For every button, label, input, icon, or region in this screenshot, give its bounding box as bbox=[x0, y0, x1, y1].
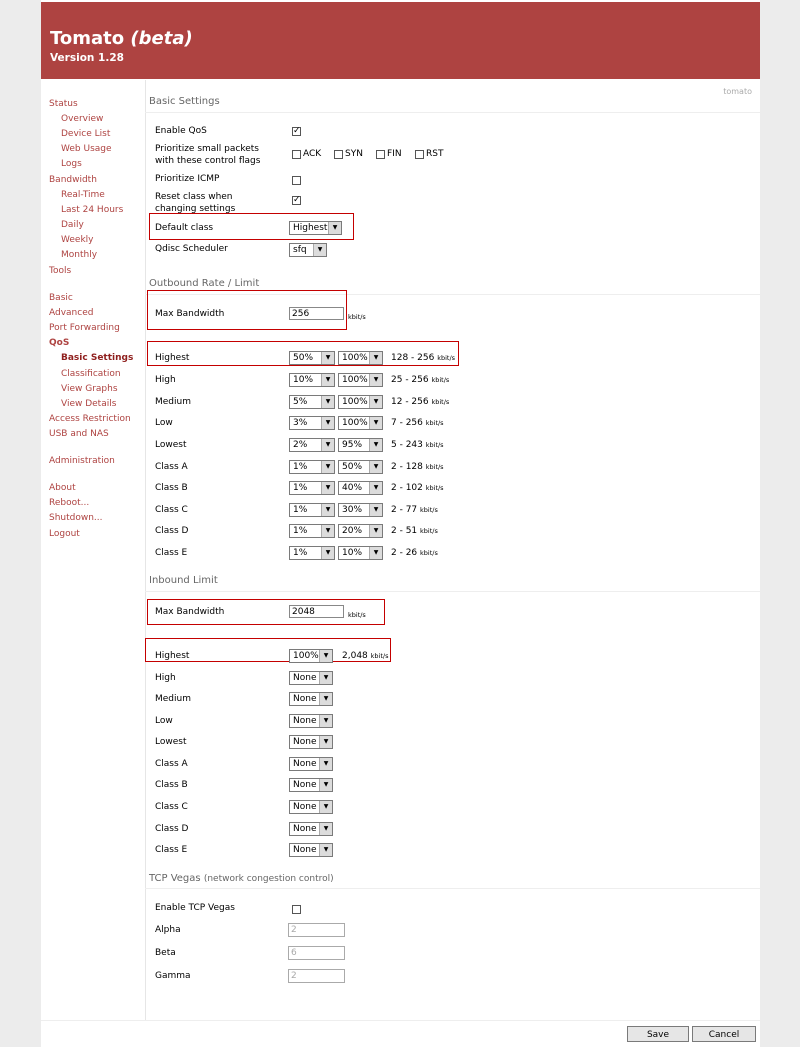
outbound-class-c-rate-select-value: 1% bbox=[293, 505, 308, 515]
inbound-low-limit-select-value: None bbox=[293, 716, 317, 726]
outbound-low-range-value: 7 - 256 bbox=[391, 418, 423, 428]
outbound-class-b-range-value: 2 - 102 bbox=[391, 483, 423, 493]
app-title-text: Tomato bbox=[50, 28, 125, 49]
chevron-down-icon: ▼ bbox=[369, 439, 382, 451]
outbound-class-b-range bbox=[391, 483, 444, 493]
outbound-lowest-label: Lowest bbox=[155, 440, 187, 450]
outbound-class-b-label: Class B bbox=[155, 483, 188, 493]
chevron-down-icon: ▼ bbox=[319, 715, 332, 727]
outbound-class-e-label: Class E bbox=[155, 548, 188, 558]
outbound-class-a-range bbox=[391, 462, 444, 472]
outbound-high-limit-select-value: 100% bbox=[342, 375, 368, 385]
inbound-medium-label: Medium bbox=[155, 694, 191, 704]
outbound-class-e-rate-select[interactable] bbox=[289, 546, 335, 560]
inbound-class-b-label: Class B bbox=[155, 780, 188, 790]
chevron-down-icon: ▼ bbox=[321, 396, 334, 408]
inbound-lowest-label: Lowest bbox=[155, 737, 187, 747]
outbound-medium-rate-select[interactable] bbox=[289, 395, 335, 409]
flag-syn-checkbox[interactable] bbox=[334, 150, 343, 159]
sidebar-item-overview[interactable]: Overview bbox=[61, 114, 104, 124]
outbound-max-bw-input[interactable]: 256 bbox=[289, 307, 344, 320]
outbound-lowest-rate-select-value: 2% bbox=[293, 440, 308, 450]
footer-divider bbox=[41, 1020, 760, 1021]
outbound-class-c-rate-select[interactable] bbox=[289, 503, 335, 517]
outbound-high-limit-select[interactable] bbox=[338, 373, 383, 387]
outbound-class-c-limit-select[interactable] bbox=[338, 503, 383, 517]
qdisc-label: Qdisc Scheduler bbox=[155, 244, 228, 254]
prioritize-label-line2: with these control flags bbox=[155, 156, 261, 166]
inbound-lowest-limit-select-value: None bbox=[293, 737, 317, 747]
sidebar-item-logs[interactable]: Logs bbox=[61, 159, 82, 169]
beta-input[interactable]: 6 bbox=[288, 946, 345, 960]
outbound-lowest-rate-select[interactable] bbox=[289, 438, 335, 452]
flag-syn-label: SYN bbox=[345, 149, 363, 159]
flag-rst-checkbox[interactable] bbox=[415, 150, 424, 159]
chevron-down-icon: ▼ bbox=[321, 439, 334, 451]
chevron-down-icon: ▼ bbox=[319, 801, 332, 813]
sidebar-item-view-graphs[interactable]: View Graphs bbox=[61, 384, 118, 394]
outbound-highest-limit-select-value: 100% bbox=[342, 353, 368, 363]
chevron-down-icon: ▼ bbox=[321, 461, 334, 473]
inbound-class-e-limit-select[interactable] bbox=[289, 843, 333, 857]
inbound-low-label: Low bbox=[155, 716, 173, 726]
inbound-highest-limit-select[interactable] bbox=[289, 649, 333, 663]
inbound-lowest-limit-select[interactable] bbox=[289, 735, 333, 749]
reset-class-checkbox[interactable]: ✓ bbox=[293, 195, 301, 205]
outbound-low-rate-select[interactable] bbox=[289, 416, 335, 430]
sidebar-item-administration[interactable]: Administration bbox=[49, 456, 115, 466]
outbound-highest-range bbox=[391, 353, 455, 363]
enable-qos-checkbox[interactable]: ✓ bbox=[293, 126, 301, 136]
sidebar-item-device-list[interactable]: Device List bbox=[61, 129, 111, 139]
outbound-class-e-range-unit: kbit/s bbox=[420, 549, 438, 557]
chevron-down-icon: ▼ bbox=[319, 779, 332, 791]
inbound-class-e-limit-select-value: None bbox=[293, 845, 317, 855]
flag-fin-label: FIN bbox=[387, 149, 402, 159]
outbound-lowest-range-unit: kbit/s bbox=[425, 441, 444, 449]
app-version: Version 1.28 bbox=[50, 52, 124, 64]
outbound-medium-range bbox=[391, 397, 449, 407]
inbound-class-a-label: Class A bbox=[155, 759, 188, 769]
inbound-class-d-limit-select[interactable] bbox=[289, 822, 333, 836]
alpha-input[interactable]: 2 bbox=[288, 923, 345, 937]
enable-tcp-vegas-checkbox[interactable] bbox=[292, 905, 301, 914]
outbound-class-b-rate-select-value: 1% bbox=[293, 483, 308, 493]
inbound-medium-limit-select[interactable] bbox=[289, 692, 333, 706]
chevron-down-icon: ▼ bbox=[369, 417, 382, 429]
qdisc-value: sfq bbox=[293, 245, 307, 255]
inbound-max-bw-unit: kbit/s bbox=[348, 611, 366, 619]
chevron-down-icon: ▼ bbox=[369, 525, 382, 537]
chevron-down-icon: ▼ bbox=[319, 758, 332, 770]
flag-ack-checkbox[interactable] bbox=[292, 150, 301, 159]
tcp-vegas-heading: TCP Vegas bbox=[149, 873, 201, 884]
outbound-class-a-limit-select[interactable] bbox=[338, 460, 383, 474]
inbound-highest-range bbox=[342, 651, 388, 661]
sidebar-item-port-forwarding[interactable]: Port Forwarding bbox=[49, 323, 120, 333]
sidebar-item-weekly[interactable]: Weekly bbox=[61, 235, 94, 245]
outbound-low-limit-select[interactable] bbox=[338, 416, 383, 430]
outbound-class-c-label: Class C bbox=[155, 505, 188, 515]
inbound-max-bw-input[interactable]: 2048 bbox=[289, 605, 344, 618]
outbound-highest-range-value: 128 - 256 bbox=[391, 353, 435, 363]
outbound-class-e-limit-select-value: 10% bbox=[342, 548, 363, 558]
app-title bbox=[50, 28, 193, 49]
chevron-down-icon: ▼ bbox=[328, 222, 341, 234]
inbound-class-a-limit-select-value: None bbox=[293, 759, 317, 769]
outbound-class-e-limit-select[interactable] bbox=[338, 546, 383, 560]
outbound-high-range-value: 25 - 256 bbox=[391, 375, 429, 385]
gamma-input[interactable]: 2 bbox=[288, 969, 345, 983]
sidebar-item-web-usage[interactable]: Web Usage bbox=[61, 144, 112, 154]
inbound-highest-range-value: 2,048 bbox=[342, 651, 368, 661]
inbound-high-limit-select-value: None bbox=[293, 673, 317, 683]
sidebar-item-access-restriction[interactable]: Access Restriction bbox=[49, 414, 131, 424]
chevron-down-icon: ▼ bbox=[369, 374, 382, 386]
enable-tcp-vegas-label: Enable TCP Vegas bbox=[155, 903, 235, 913]
section-heading-tcp-vegas bbox=[149, 873, 334, 884]
outbound-class-d-range-unit: kbit/s bbox=[420, 527, 438, 535]
outbound-class-a-range-unit: kbit/s bbox=[425, 463, 444, 471]
outbound-highest-label: Highest bbox=[155, 353, 190, 363]
outbound-high-range-unit: kbit/s bbox=[431, 376, 450, 384]
outbound-class-a-limit-select-value: 50% bbox=[342, 462, 363, 472]
outbound-highest-rate-select-value: 50% bbox=[293, 353, 314, 363]
outbound-lowest-range bbox=[391, 440, 444, 450]
inbound-highest-range-unit: kbit/s bbox=[370, 652, 389, 660]
chevron-down-icon: ▼ bbox=[321, 352, 334, 364]
outbound-class-a-range-value: 2 - 128 bbox=[391, 462, 423, 472]
section-heading-outbound: Outbound Rate / Limit bbox=[149, 278, 260, 289]
chevron-down-icon: ▼ bbox=[321, 482, 334, 494]
inbound-class-b-limit-select[interactable] bbox=[289, 778, 333, 792]
outbound-low-range bbox=[391, 418, 444, 428]
inbound-highest-label: Highest bbox=[155, 651, 190, 661]
inbound-class-c-limit-select[interactable] bbox=[289, 800, 333, 814]
enable-qos-label: Enable QoS bbox=[155, 126, 207, 136]
outbound-medium-label: Medium bbox=[155, 397, 191, 407]
outbound-class-b-range-unit: kbit/s bbox=[425, 484, 444, 492]
sidebar bbox=[41, 80, 146, 1020]
chevron-down-icon: ▼ bbox=[319, 823, 332, 835]
chevron-down-icon: ▼ bbox=[369, 396, 382, 408]
sidebar-item-usb-and-nas[interactable]: USB and NAS bbox=[49, 429, 109, 439]
chevron-down-icon: ▼ bbox=[319, 693, 332, 705]
sidebar-item-daily[interactable]: Daily bbox=[61, 220, 84, 230]
header bbox=[41, 2, 760, 79]
section-heading-inbound: Inbound Limit bbox=[149, 575, 218, 586]
outbound-lowest-limit-select[interactable] bbox=[338, 438, 383, 452]
sidebar-item-tools[interactable]: Tools bbox=[49, 266, 72, 276]
prioritize-icmp-label: Prioritize ICMP bbox=[155, 174, 220, 184]
sidebar-item-view-details[interactable]: View Details bbox=[61, 399, 117, 409]
default-class-value: Highest bbox=[293, 223, 328, 233]
save-button[interactable]: Save bbox=[627, 1026, 689, 1042]
sidebar-item-reboot[interactable]: Reboot... bbox=[49, 498, 90, 508]
sidebar-item-logout[interactable]: Logout bbox=[49, 529, 80, 539]
outbound-high-range bbox=[391, 375, 449, 385]
app-title-beta: (beta) bbox=[130, 28, 193, 49]
inbound-highest-limit-select-value: 100% bbox=[293, 651, 319, 661]
main-content bbox=[145, 80, 760, 1020]
reset-class-label-line2: changing settings bbox=[155, 204, 236, 214]
outbound-highest-limit-select[interactable] bbox=[338, 351, 383, 365]
inbound-max-bw-label: Max Bandwidth bbox=[155, 607, 225, 617]
sidebar-item-bandwidth[interactable]: Bandwidth bbox=[49, 175, 97, 185]
inbound-low-limit-select[interactable] bbox=[289, 714, 333, 728]
chevron-down-icon: ▼ bbox=[319, 650, 332, 662]
sidebar-item-real-time[interactable]: Real-Time bbox=[61, 190, 105, 200]
reset-class-label-line1: Reset class when bbox=[155, 192, 233, 202]
sidebar-item-monthly[interactable]: Monthly bbox=[61, 250, 98, 260]
inbound-class-d-limit-select-value: None bbox=[293, 824, 317, 834]
prioritize-icmp-checkbox[interactable] bbox=[292, 176, 301, 185]
prioritize-label-line1: Prioritize small packets bbox=[155, 144, 259, 154]
outbound-class-d-limit-select[interactable] bbox=[338, 524, 383, 538]
outbound-class-d-range bbox=[391, 526, 438, 536]
chevron-down-icon: ▼ bbox=[321, 417, 334, 429]
outbound-class-a-label: Class A bbox=[155, 462, 188, 472]
section-divider bbox=[145, 112, 760, 113]
outbound-class-b-limit-select-value: 40% bbox=[342, 483, 363, 493]
chevron-down-icon: ▼ bbox=[319, 736, 332, 748]
outbound-class-d-range-value: 2 - 51 bbox=[391, 526, 418, 536]
outbound-low-range-unit: kbit/s bbox=[425, 419, 444, 427]
inbound-high-limit-select[interactable] bbox=[289, 671, 333, 685]
sidebar-item-basic-settings[interactable]: Basic Settings bbox=[61, 353, 134, 363]
alpha-label: Alpha bbox=[155, 925, 181, 935]
chevron-down-icon: ▼ bbox=[321, 525, 334, 537]
outbound-class-d-limit-select-value: 20% bbox=[342, 526, 363, 536]
sidebar-item-basic[interactable]: Basic bbox=[49, 293, 73, 303]
chevron-down-icon: ▼ bbox=[369, 482, 382, 494]
chevron-down-icon: ▼ bbox=[319, 672, 332, 684]
outbound-class-d-rate-select[interactable] bbox=[289, 524, 335, 538]
outbound-highest-range-unit: kbit/s bbox=[437, 354, 456, 362]
sidebar-item-shutdown[interactable]: Shutdown... bbox=[49, 513, 103, 523]
inbound-medium-limit-select-value: None bbox=[293, 694, 317, 704]
outbound-class-d-label: Class D bbox=[155, 526, 189, 536]
outbound-low-rate-select-value: 3% bbox=[293, 418, 308, 428]
outbound-max-bw-unit: kbit/s bbox=[348, 313, 366, 321]
flag-fin-checkbox[interactable] bbox=[376, 150, 385, 159]
outbound-class-c-limit-select-value: 30% bbox=[342, 505, 363, 515]
gamma-label: Gamma bbox=[155, 971, 191, 981]
chevron-down-icon: ▼ bbox=[369, 461, 382, 473]
outbound-medium-limit-select-value: 100% bbox=[342, 397, 368, 407]
inbound-class-d-label: Class D bbox=[155, 824, 189, 834]
qdisc-select[interactable] bbox=[289, 243, 327, 257]
section-divider bbox=[145, 888, 760, 889]
sidebar-item-classification[interactable]: Classification bbox=[61, 369, 121, 379]
router-name: tomato bbox=[723, 87, 752, 96]
outbound-class-e-range-value: 2 - 26 bbox=[391, 548, 418, 558]
outbound-class-c-range-value: 2 - 77 bbox=[391, 505, 418, 515]
tcp-vegas-heading-note: (network congestion control) bbox=[203, 874, 334, 884]
beta-label: Beta bbox=[155, 948, 176, 958]
sidebar-item-about[interactable]: About bbox=[49, 483, 76, 493]
inbound-class-e-label: Class E bbox=[155, 845, 188, 855]
section-heading-basic-settings: Basic Settings bbox=[149, 96, 220, 107]
outbound-high-rate-select[interactable] bbox=[289, 373, 335, 387]
outbound-medium-rate-select-value: 5% bbox=[293, 397, 308, 407]
chevron-down-icon: ▼ bbox=[321, 547, 334, 559]
outbound-class-c-range-unit: kbit/s bbox=[420, 506, 438, 514]
chevron-down-icon: ▼ bbox=[369, 547, 382, 559]
outbound-medium-range-unit: kbit/s bbox=[431, 398, 450, 406]
chevron-down-icon: ▼ bbox=[319, 844, 332, 856]
outbound-medium-limit-select[interactable] bbox=[338, 395, 383, 409]
chevron-down-icon: ▼ bbox=[321, 374, 334, 386]
outbound-high-rate-select-value: 10% bbox=[293, 375, 314, 385]
outbound-medium-range-value: 12 - 256 bbox=[391, 397, 429, 407]
outbound-low-limit-select-value: 100% bbox=[342, 418, 368, 428]
outbound-class-e-rate-select-value: 1% bbox=[293, 548, 308, 558]
inbound-class-c-label: Class C bbox=[155, 802, 188, 812]
cancel-button[interactable]: Cancel bbox=[692, 1026, 756, 1042]
inbound-class-c-limit-select-value: None bbox=[293, 802, 317, 812]
chevron-down-icon: ▼ bbox=[369, 504, 382, 516]
chevron-down-icon: ▼ bbox=[313, 244, 326, 256]
inbound-class-b-limit-select-value: None bbox=[293, 780, 317, 790]
outbound-low-label: Low bbox=[155, 418, 173, 428]
default-class-select[interactable] bbox=[289, 221, 342, 235]
outbound-class-b-rate-select[interactable] bbox=[289, 481, 335, 495]
flag-ack-label: ACK bbox=[303, 149, 322, 159]
default-class-label: Default class bbox=[155, 223, 214, 233]
outbound-high-label: High bbox=[155, 375, 176, 385]
flag-rst-label: RST bbox=[426, 149, 444, 159]
outbound-class-c-range bbox=[391, 505, 438, 515]
page bbox=[41, 0, 760, 1047]
sidebar-item-advanced[interactable]: Advanced bbox=[49, 308, 94, 318]
chevron-down-icon: ▼ bbox=[369, 352, 382, 364]
section-divider bbox=[145, 591, 760, 592]
outbound-class-b-limit-select[interactable] bbox=[338, 481, 383, 495]
outbound-class-e-range bbox=[391, 548, 438, 558]
outbound-class-d-rate-select-value: 1% bbox=[293, 526, 308, 536]
outbound-max-bw-label: Max Bandwidth bbox=[155, 309, 225, 319]
inbound-class-a-limit-select[interactable] bbox=[289, 757, 333, 771]
sidebar-item-last-24-hours[interactable]: Last 24 Hours bbox=[61, 205, 124, 215]
outbound-class-a-rate-select[interactable] bbox=[289, 460, 335, 474]
chevron-down-icon: ▼ bbox=[321, 504, 334, 516]
inbound-high-label: High bbox=[155, 673, 176, 683]
outbound-lowest-range-value: 5 - 243 bbox=[391, 440, 423, 450]
outbound-class-a-rate-select-value: 1% bbox=[293, 462, 308, 472]
outbound-highest-rate-select[interactable] bbox=[289, 351, 335, 365]
sidebar-item-qos[interactable]: QoS bbox=[49, 338, 70, 348]
sidebar-item-status[interactable]: Status bbox=[49, 99, 78, 109]
outbound-lowest-limit-select-value: 95% bbox=[342, 440, 363, 450]
